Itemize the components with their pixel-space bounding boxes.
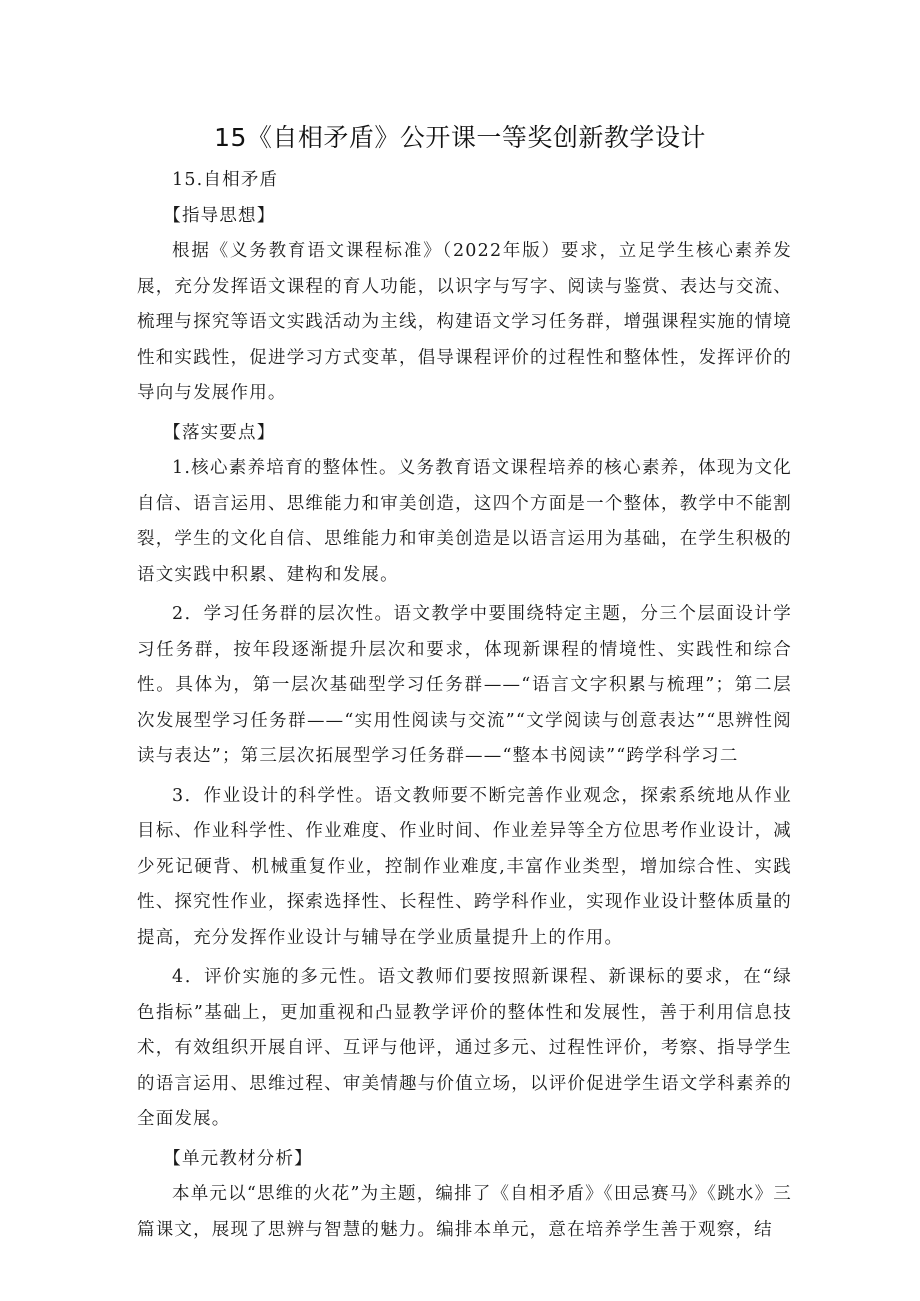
key-point-item-3: 3．作业设计的科学性。语文教师要不断完善作业观念，探索系统地从作业目标、作业科学性、作业难度、作业时间、作业差异等全方位思考作业设计，减少死记硬背、机械重复作业，控制作业难度,丰富作业类型，增加综合性、实践性、探究性作业，探索选择性、长程性、跨学科作业，实现作业设计整体质量的提高，充分发挥作业设计与辅导在学业质量提升上的作用。	[137, 785, 792, 948]
unit-analysis-heading: 【单元教材分析】	[163, 1148, 313, 1169]
guiding-idea-heading: 【指导思想】	[163, 205, 276, 226]
key-point-item-1: 1.核心素养培育的整体性。义务教育语文课程培养的核心素养，体现为文化自信、语言运用、思维能力和审美创造，这四个方面是一个整体，教学中不能割裂，学生的文化自信、思维能力和审美创造是以语言运用为基础，在学生积极的语文实践中积累、建构和发展。	[137, 458, 792, 585]
unit-analysis-paragraph: 本单元以“思维的火花”为主题，编排了《自相矛盾》《田忌赛马》《跳水》三篇课文，展现了思辨与智慧的魅力。编排本单元，意在培养学生善于观察，结	[137, 1184, 792, 1240]
lesson-subtitle: 15.自相矛盾	[172, 170, 279, 190]
key-points-heading: 【落实要点】	[163, 422, 276, 443]
document-body	[137, 163, 792, 1248]
document-title: 15《自相矛盾》公开课一等奖创新教学设计	[214, 123, 706, 152]
key-point-item-4: 4．评价实施的多元性。语文教师们要按照新课程、新课标的要求，在“绿色指标”基础上，更加重视和凸显教学评价的整体性和发展性，善于利用信息技术，有效组织开展自评、互评与他评，通过多元、过程性评价，考察、指导学生的语言运用、思维过程、审美情趣与价值立场，以评价促进学生语文学科素养的全面发展。	[137, 967, 792, 1129]
key-point-item-2: 2．学习任务群的层次性。语文教学中要围绕特定主题，分三个层面设计学习任务群，按年段逐渐提升层次和要求，体现新课程的情境性、实践性和综合性。具体为，第一层次基础型学习任务群——“语言文字积累与梳理”；第二层次发展型学习任务群——“实用性阅读与交流”“文学阅读与创意表达”“思辨性阅读与表达”；第三层次拓展型学习任务群——“整本书阅读”“跨学科学习二	[137, 604, 792, 766]
guiding-idea-paragraph: 根据《义务教育语文课程标准》（2022年版）要求，立足学生核心素养发展，充分发挥语文课程的育人功能，以识字与写字、阅读与鉴赏、表达与交流、梳理与探究等语文实践活动为主线，构建语文学习任务群，增强课程实施的情境性和实践性，促进学习方式变革，倡导课程评价的过程性和整体性，发挥评价的导向与发展作用。	[137, 241, 792, 403]
